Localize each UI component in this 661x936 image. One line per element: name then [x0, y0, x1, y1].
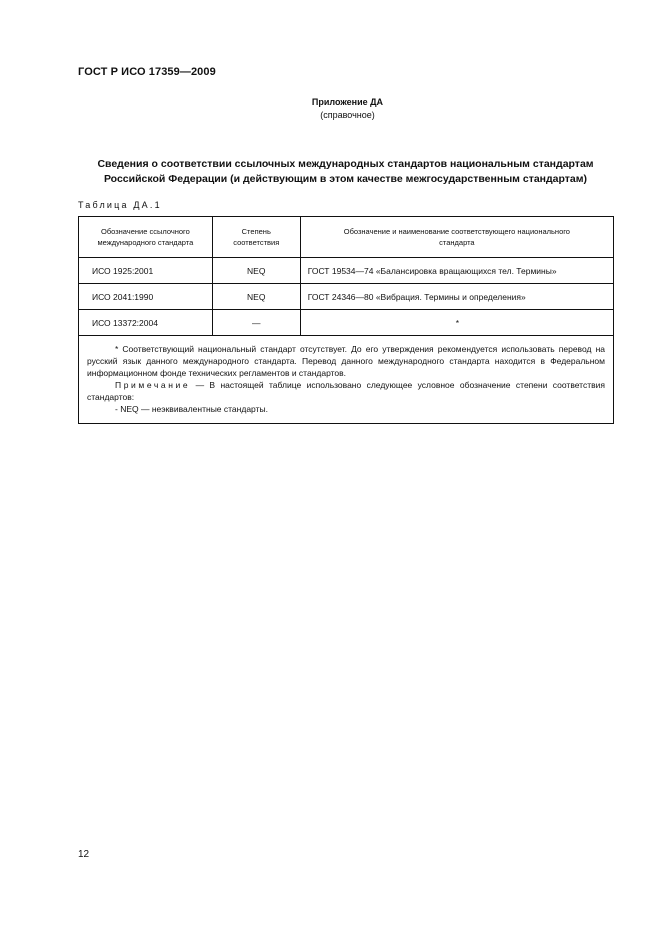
cell-degree: —	[212, 310, 300, 336]
standards-correspondence-table	[78, 216, 614, 424]
document-code: ГОСТ Р ИСО 17359—2009	[78, 66, 216, 78]
header-col2-line2: соответствия	[233, 238, 280, 247]
notes-row	[79, 336, 614, 424]
cell-iso: ИСО 1925:2001	[79, 258, 213, 284]
table-row	[79, 258, 614, 284]
header-col3-line1: Обозначение и наименование соответствующего национального	[343, 227, 570, 236]
header-col3-line2: стандарта	[439, 238, 475, 247]
header-national-standard	[300, 217, 613, 258]
section-title-line-1: Сведения о соответствии ссылочных международных стандартов национальным стандартам	[97, 158, 594, 170]
section-title	[78, 157, 613, 187]
page-number: 12	[78, 849, 90, 860]
table-row	[79, 284, 614, 310]
header-col1-line1: Обозначение ссылочного	[101, 227, 190, 236]
table-row	[79, 310, 614, 336]
table-notes	[79, 336, 614, 424]
cell-degree: NEQ	[212, 284, 300, 310]
table-caption: Таблица ДА.1	[78, 200, 162, 210]
note-text: — В настоящей таблице использовано следующее условное обозначение степени соответствия стандартов:	[87, 380, 605, 402]
appendix-heading	[0, 96, 661, 122]
footnote-text: * Соответствующий национальный стандарт отсутствует. До его утверждения рекомендуется использовать перевод на русский язык данного международного стандарта. Перевод данного международного стандарта находится в Федеральном информационном фонде технических регламентов и стандартов.	[87, 344, 605, 378]
cell-gost: ГОСТ 24346—80 «Вибрация. Термины и определения»	[300, 284, 613, 310]
section-title-line-2: Российской Федерации (и действующим в этом качестве межгосударственным стандартам)	[103, 173, 588, 185]
note-label: Примечание	[115, 380, 191, 390]
note-paragraph	[87, 379, 605, 403]
header-col2-line1: Степень	[241, 227, 271, 236]
cell-gost: ГОСТ 19534—74 «Балансировка вращающихся тел. Термины»	[300, 258, 613, 284]
neq-definition: - NEQ — неэквивалентные стандарты.	[115, 404, 268, 414]
cell-degree: NEQ	[212, 258, 300, 284]
appendix-subtitle: (справочное)	[320, 110, 375, 120]
appendix-title: Приложение ДА	[311, 97, 384, 107]
cell-gost: *	[300, 310, 613, 336]
header-international-standard	[79, 217, 213, 258]
table-header-row	[79, 217, 614, 258]
header-col1-line2: международного стандарта	[97, 238, 194, 247]
cell-iso: ИСО 13372:2004	[79, 310, 213, 336]
cell-iso: ИСО 2041:1990	[79, 284, 213, 310]
header-degree	[212, 217, 300, 258]
